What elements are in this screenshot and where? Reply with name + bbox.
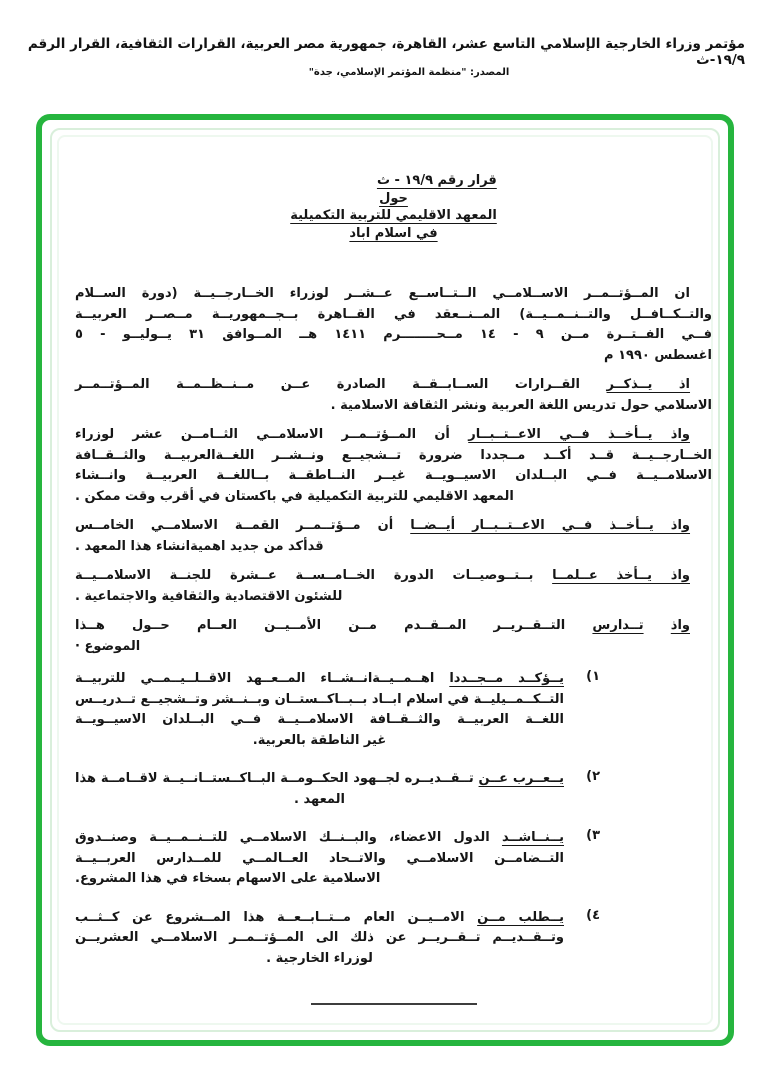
item-text [75, 669, 564, 751]
text-line: اللغــة العربيــة والثــقــافة الاسلامــيــة فــي البــلدان الاسيــويــة [75, 712, 564, 727]
item-number: ٢) [586, 769, 600, 784]
paragraph [75, 616, 712, 657]
text-line: يــنــاشــد الدول الاعضاء، والبــنــك الاسلامــي للتــنــمــيــة وصنــدوق [75, 830, 564, 845]
text-line: التــكــمــيليــة في اسلام ابــاد بــبــاكــستــان وبــنــشر وتــشجيــع تــدريــس [75, 691, 564, 707]
text-line: الموضوع · [75, 638, 141, 654]
text-line: الخــارجــيــة قــد أكــد مــجددا ضرورة تــشجيــع ونــشــر اللغــةالعربيــة والثــقــافة [75, 447, 712, 463]
paragraph [75, 425, 712, 507]
item-number: ٤) [586, 907, 600, 923]
text-line: غير الناطقة بالعربية. [252, 732, 387, 748]
item-number: ٣) [586, 828, 600, 843]
paragraph [75, 516, 712, 557]
text-line: التــضامــن الاسلامــي والاتــحاد العــالمــي للمــدارس العربــيــة [75, 850, 564, 866]
header-conference-title: مؤتمر وزراء الخارجية الإسلامي التاسع عشر، القاهرة، جمهورية مصر العربية، القرارات الثقافية، القرار الرقم ١٩/٩-ث [27, 36, 745, 68]
paragraph [75, 375, 712, 416]
document-body [42, 120, 728, 1040]
title-line: في اسلام اباد [349, 225, 438, 241]
paragraph [75, 566, 712, 607]
item-text [75, 769, 564, 810]
text-line: الاسلامية على الاسهام بسخاء في هذا المشروع. [75, 871, 381, 886]
text-line: والتــكــافــل والتــنــمــيــة) المــنــعقد في القــاهرة بــجــمهوريــة مــصــر العربيــة [75, 306, 712, 322]
text-line: واذ يــأخــذ فــي الاعــتــبــار أن المــؤتــمــر الاسلامــي الثــامــن عشر لوزراء [75, 427, 690, 442]
green-frame [36, 114, 734, 1046]
title-line: قرار رقم ١٩/٩ - ث [376, 173, 497, 188]
title-line: المعهد الاقليمي للتربية التكميلية [290, 208, 497, 223]
text-line: للشئون الاقتصادية والثقافية والاجتماعية . [75, 588, 343, 604]
resolution-title [290, 172, 497, 242]
header-source-line: المصدر: "منظمة المؤتمر الإسلامي، جدة" [308, 67, 510, 78]
text-line: فــي الفــتــرة مــن ٩ - ١٤ مــحــــــــرم ١٤١١ هــ المــوافق ٣١ يــوليــو - ٥ [75, 327, 712, 342]
text-line: المعهد . [294, 791, 345, 807]
title-line: حول [379, 190, 408, 206]
paragraph [75, 284, 712, 366]
footer-divider [311, 1003, 477, 1005]
text-line: واذ يــأخــذ فــي الاعــتــبــار أيــضــا أن مــؤتــمــر القمــة الاسلامــي الخامــس [75, 518, 691, 533]
item-text [75, 908, 564, 970]
text-line: اذ يــذكــر القــرارات الســابــقــة الصادرة عــن مــنــظــمــة المــؤتــمــر [75, 377, 691, 392]
item-number: ١) [586, 669, 600, 684]
list-item [75, 669, 600, 751]
item-text [75, 828, 564, 890]
text-line: الاسلامي حول تدريس اللغة العربية ونشر الثقافة الاسلامية . [330, 397, 712, 413]
text-line: يــعــرب عــن تــقــديــره لجــهود الحكــومــة البــاكــستــانــيــة لاقــامــة هذا [75, 771, 564, 786]
text-line: واذ يــأخذ عــلمــا بــتــوصيــات الدورة الخــامــســة عــشرة للجنــة الاسلامــيــة [75, 568, 690, 583]
operative-items [75, 669, 712, 969]
text-line: وتــقــديــم تــقــريــر عن ذلك الى المــؤتــمــر الاسلامــي العشريــن [75, 930, 564, 945]
list-item [75, 828, 600, 890]
list-item [75, 908, 600, 970]
text-line: الاسلامــيــة فــي البــلدان الاسيــويــة غيــر النــاطقــة بــاللغــة العربيــة وانــشاء [75, 468, 712, 483]
text-line: واذ تــدارس التــقــريــر المــقــدم مــن الأمــيــن العــام حــول هــذا [75, 618, 690, 633]
text-line: المعهد الاقليمي للتربية التكميلية في باكستان في أقرب وقت ممكن . [75, 488, 514, 504]
text-line: يــطلب مــن الامــيــن العام مــتــابــعــة هذا المــشروع عن كــثــب [75, 909, 564, 925]
preamble-paragraphs [75, 284, 712, 657]
text-line: قدأكد من جديد اهميةانشاء هذا المعهد . [75, 538, 324, 554]
text-line: لوزراء الخارجية . [266, 950, 373, 966]
text-line: اغسطس ١٩٩٠ م [604, 347, 712, 363]
text-line: ان المــؤتــمــر الاســلامــي الــتــاســع عــشــر لوزراء الخــارجــيــة (دورة الســلام [75, 286, 690, 301]
list-item [75, 769, 600, 810]
text-line: يــؤكــد مــجــددا اهــمــيــةانــشــاء المــعــهد الاقــلــيــمــي للتربيــة [75, 671, 564, 686]
